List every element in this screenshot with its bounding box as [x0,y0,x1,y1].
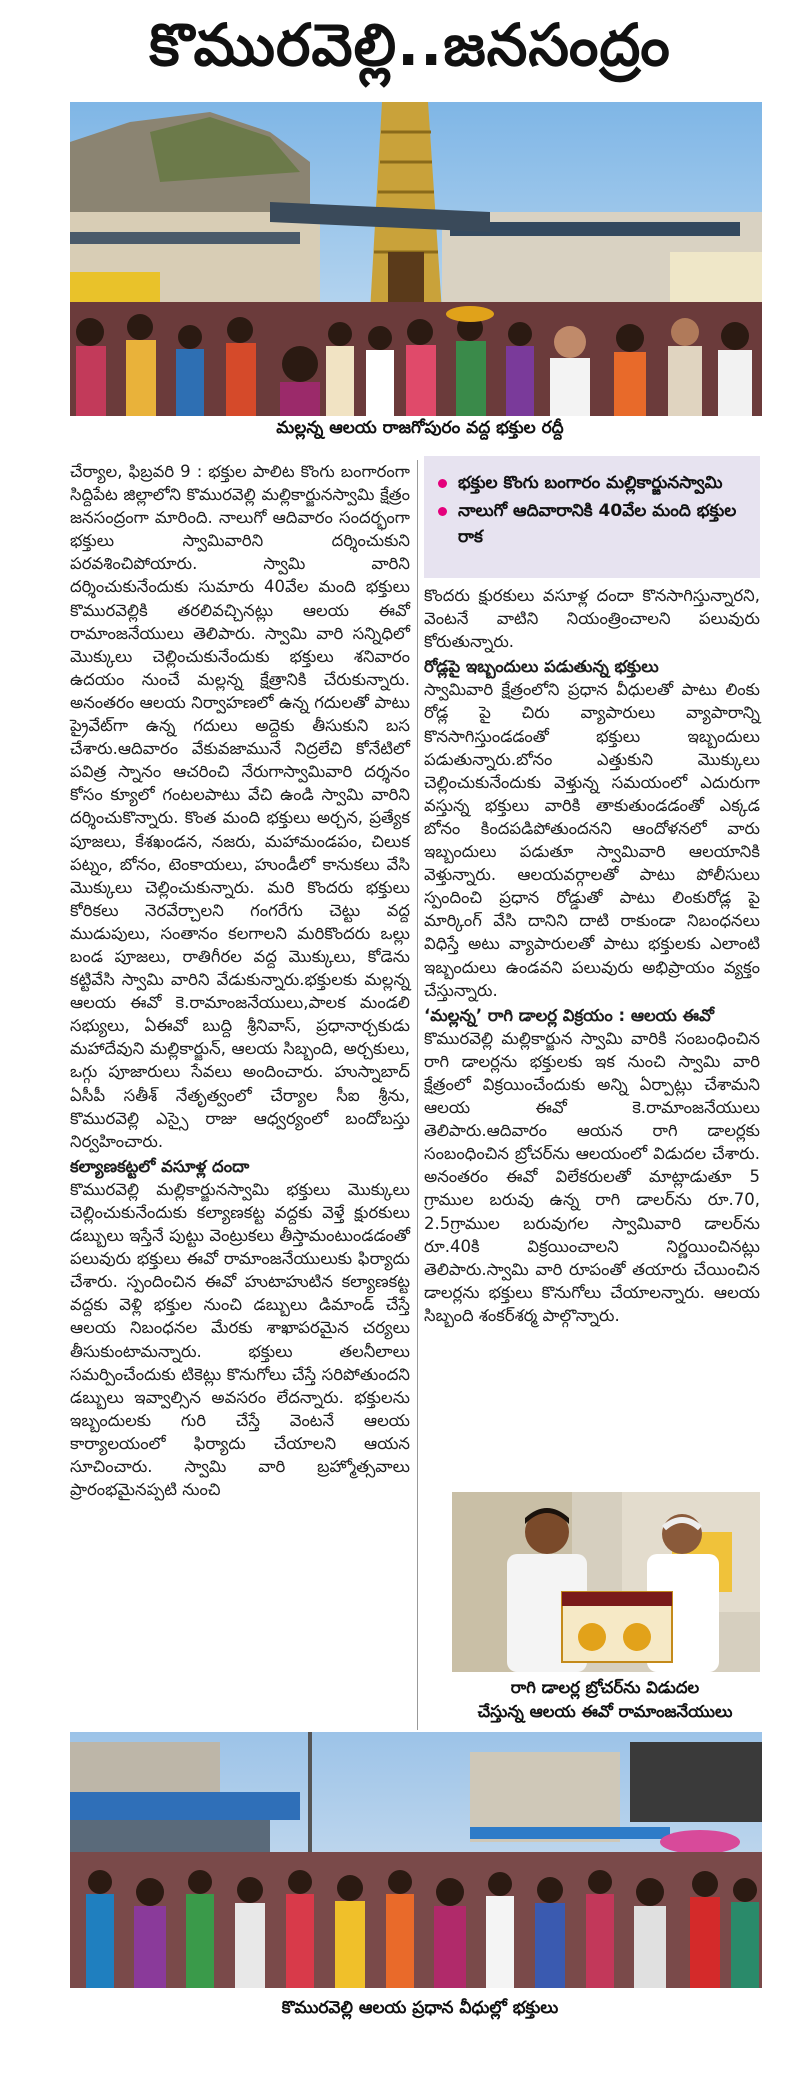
article-right-column [424,584,760,1327]
brochure-photo-caption [440,1676,770,1724]
brochure-caption-line2: చేస్తున్న ఆలయ ఈవో రామాంజనేయులు [477,1702,733,1721]
article-para-roads: స్వామివారి క్షేత్రంలోని ప్రధాన వీధులతో పాటు లింకు రోడ్ల పై చిరు వ్యాపారులు వ్యాపారాన్ని కొనసాగిస్తుండడంతో భక్తులు ఇబ్బందులు పడుతున్నారు.బోనం ఎత్తుకుని మొక్కులు చెల్లించుకునేందుకు వెళ్తున్న సమయంలో ఎదురుగా వస్తున్న భక్తులు వారికి తాకుతుండడంతో ఎక్కడ బోనం కిందపడిపోతుందనని ఆందోళనలో వారు ఇబ్బందులు పడుతూ స్వామివారి ఆలయానికి వెళ్తున్నారు. ఆలయవర్గాలతో పాటు పోలీసులు స్పందించి ప్రధాన రోడ్డుతో పాటు లింకురోడ్ల పై మార్కింగ్ వేసి దానిని దాటి రాకుండా నిబంధనలు విధిస్తే అటు వ్యాపారులతో పాటు భక్తులకు ఎలాంటి ఇబ్బందులు ఉండవని పలువురు అభిప్రాయం వ్యక్తం చేస్తున్నారు. [424,680,760,1000]
headline: కొమురవెల్లి..జనసంద్రం [149,11,671,79]
bottom-photo-caption: కొమురవెల్లి ఆలయ ప్రధాన వీధుల్లో భక్తులు [281,1998,559,2018]
brochure-caption-line1: రాగి డాలర్ల బ్రోచర్‌ను విడుదల [510,1678,700,1697]
highlight-item: భక్తుల కొంగు బంగారం మల్లికార్జునస్వామి [436,470,750,496]
article-intro: చేర్యాల, ఫిబ్రవరి 9 : భక్తుల పాలిట కొంగు బంగారంగా సిద్దిపేట జిల్లాలోని కొమురవెల్లి మల్లికార్జునస్వామి క్షేత్రం జనసంద్రంగా మారింది. నాలుగో ఆదివారం సందర్భంగా భక్తులు స్వామివారిని దర్శించుకుని పరవశించిపోయారు. స్వామి వారిని దర్శించుకునేందుకు సుమారు 40వేల మంది భక్తులు కొమురవెల్లికి తరలివచ్చినట్లు ఆలయ ఈవో రామాంజనేయులు తెలిపారు. స్వామి వారి సన్నిధిలో మొక్కులు చెల్లించుకునేందుకు భక్తులు శనివారం ఉదయం నుంచే మల్లన్న క్షేత్రానికి చేరుకున్నారు. అనంతరం ఆలయ నిర్వాహణలో ఉన్న గదులతో పాటు ప్రైవేట్‌గా ఉన్న గదులు అద్దెకు తీసుకుని బస చేశారు.ఆదివారం వేకువజామునే నిద్రలేచి కోనేటిలో పవిత్ర స్నానం ఆచరించి నేరుగాస్వామివారి దర్శనం కోసం క్యూలో గంటలపాటు వేచి ఉండి స్వామి వారిని దర్శించుకొన్నారు. కొంత మంది భక్తులు అర్చన, ప్రత్యేక పూజలు, కేశఖండన, నజరు, మహామండపం, చిలుక పట్నం, బోనం, టెంకాయలు, హుండీలో కానుకలు వేసి మొక్కులు చెల్లించుకున్నారు. మరి కొందరు భక్తులు కోరికలు నెరవేర్చాలని గంగరేగు చెట్టు వద్ద ముడుపులు, సంతానం కలగాలని మరికొందరు ఒల్లు బండ పూజలు, రాతిగీరల వద్ద మొక్కులు, కోడెను కట్టివేసి స్వామి వారిని వేడుకున్నారు.భక్తులకు మల్లన్న ఆలయ ఈవో కె.రామాంజనేయులు,పాలక మండలి సభ్యులు, ఏఈవో బుద్ది శ్రీనివాస్, ప్రధానార్చకుడు మహాదేవుని మల్లికార్జున్, ఆలయ సిబ్బంది, అర్చకులు, ఒగ్గు పూజారులు సేవలు అందించారు. హుస్నాబాద్ ఏసీపీ సతీశ్ నేతృత్వంలో చేర్యాల సీఐ శ్రీను, కొమురవెల్లి ఎస్సై రాజు ఆధ్వర్యంలో బందోబస్తు నిర్వహించారు. [70,462,410,1151]
subheading-roads: రోడ్లపై ఇబ్బందులు పడుతున్న భక్తులు [424,657,659,677]
article-para-kalyanakatta-cont: కొందరు క్షురకులు వసూళ్ల దందా కొనసాగిస్తున్నారని, వెంటనే వాటిని నియంత్రించాలని పలువురు కోరుతున్నారు. [424,586,760,652]
article-para-copper-dollars: కొమురవెల్లి మల్లికార్జున స్వామి వారికి సంబంధించిన రాగి డాలర్లను భక్తులకు ఇక నుంచి స్వామి వారి క్షేత్రంలో విక్రయించేందుకు అన్ని ఏర్పాట్లు చేశామని ఆలయ ఈవో కె.రామాంజనేయులు తెలిపారు.ఆదివారం ఆయన రాగి డాలర్లకు సంబంధించిన బ్రోచర్‌ను ఆలయంలో విడుదల చేశారు. అనంతరం ఈవో విలేకరులతో మాట్లాడుతూ 5 గ్రాముల బరువు ఉన్న రాగి డాలర్‌ను రూ.70, 2.5గ్రాముల బరువుగల స్వామివారి డాలర్‌ను రూ.40కి విక్రయించాలని నిర్ణయించినట్లు తెలిపారు.స్వామి వారి రూపంతో తయారు చేయించిన డాలర్లను భక్తులు కొనుగోలు చేయాలన్నారు. ఆలయ సిబ్బంది శంకర్‌శర్మ పాల్గొన్నారు. [424,1028,760,1325]
highlight-item: నాలుగో ఆదివారానికి 40వేల మంది భక్తుల రాక [436,498,750,550]
temple-street-photo [70,1732,762,1988]
column-divider [417,460,418,1730]
temple-gopuram-photo [70,102,762,416]
top-photo-caption: మల్లన్న ఆలయ రాజగోపురం వద్ద భక్తుల రద్దీ [276,418,564,438]
article-left-column [70,460,410,1501]
subheading-copper-dollars: ‘మల్లన్న’ రాగి డాలర్ల విక్రయం : ఆలయ ఈవో [424,1005,715,1025]
brochure-release-photo [452,1492,760,1672]
highlights-box [424,456,760,578]
subheading-kalyanakatta: కల్యాణకట్టలో వసూళ్ల దందా [70,1156,250,1176]
article-para-kalyanakatta: కొమురవెల్లి మల్లికార్జునస్వామి భక్తులు మొక్కులు చెల్లించుకునేందుకు కల్యాణకట్ట వద్దకు వెళ్తే క్షురకులు డబ్బులు ఇస్తేనే పుట్టు వెంట్రుకలు తీస్తామంటుండడంతో పలువురు భక్తులు ఈవో రామాంజనేయులుకు ఫిర్యాదు చేశారు. స్పందించిన ఈవో హుటాహుటిన కల్యాణకట్ట వద్దకు వెళ్లి భక్తుల నుంచి డబ్బులు డిమాండ్ చేస్తే ఆలయ నిబంధనల మేరకు శాఖాపరమైన చర్యలు తీసుకుంటామన్నారు. భక్తులు తలనీలాలు సమర్పించేందుకు టికెట్లు కొనుగోలు చేస్తే సరిపోతుందని డబ్బులు ఇవ్వాల్సిన అవసరం లేదన్నారు. భక్తులను ఇబ్బందులకు గురి చేస్తే వెంటనే ఆలయ కార్యాలయంలో ఫిర్యాదు చేయాలని ఆయన సూచించారు. స్వామి వారి బ్రహ్మోత్సవాలు ప్రారంభమైనప్పటి నుంచి [70,1179,410,1500]
